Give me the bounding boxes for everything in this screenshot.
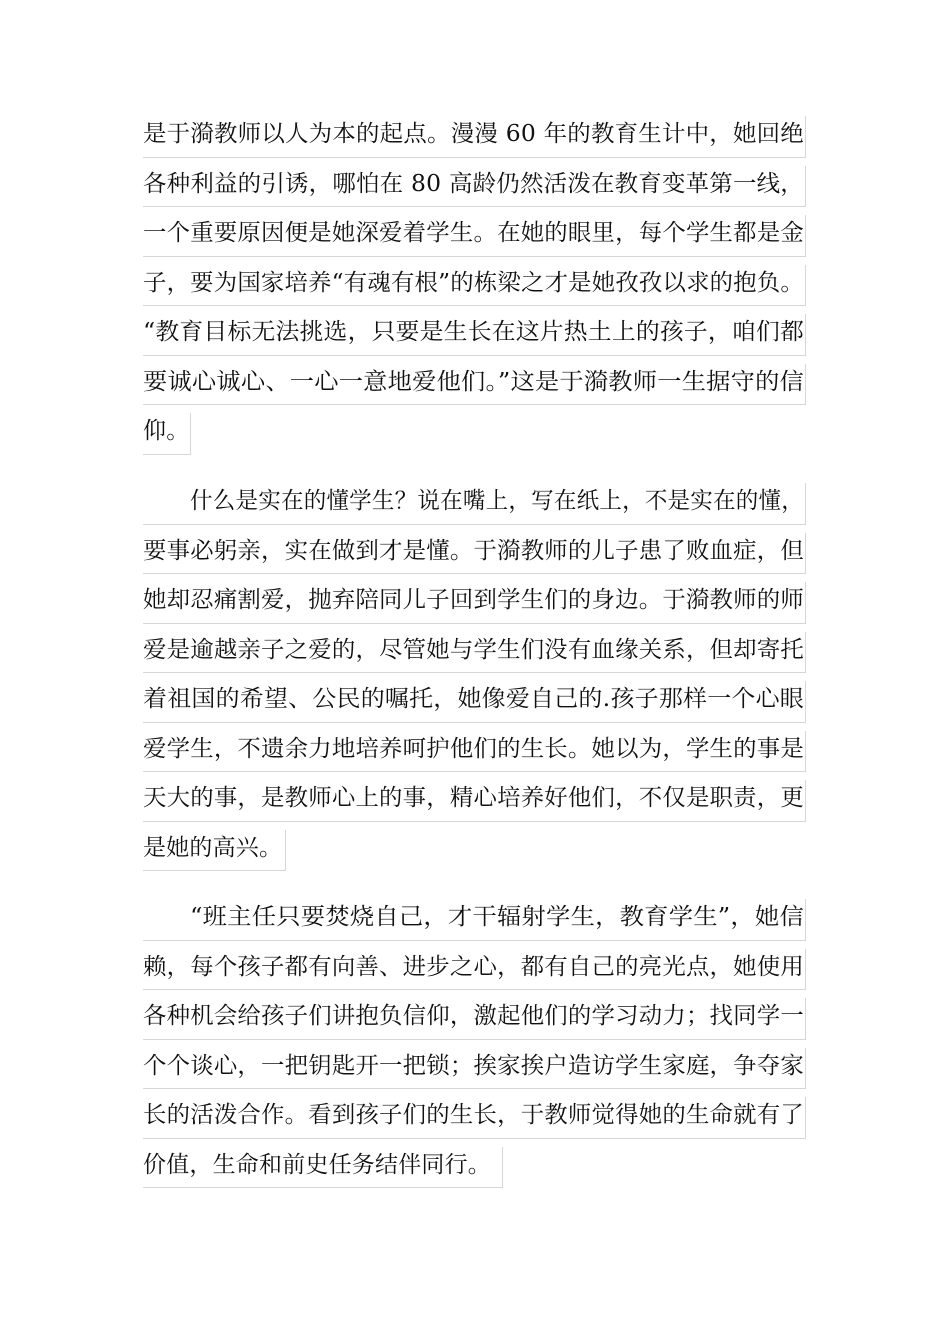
text-line: 什么是实在的懂学生？说在嘴上，写在纸上，不是实在的懂， bbox=[143, 477, 806, 527]
text-line: 各种机会给孩子们讲抱负信仰，激起他们的学习动力；找同学一 bbox=[143, 992, 806, 1042]
text-line: 要事必躬亲，实在做到才是懂。于漪教师的儿子患了败血症，但 bbox=[143, 527, 806, 577]
paragraph-1 bbox=[143, 110, 808, 457]
text-line: 爱是逾越亲子之爱的，尽管她与学生们没有血缘关系，但却寄托 bbox=[143, 626, 806, 676]
text-line: 各种利益的引诱，哪怕在 80 高龄仍然活泼在教育变革第一线， bbox=[143, 160, 806, 210]
text-line: 爱学生，不遗余力地培养呵护他们的生长。她以为，学生的事是 bbox=[143, 725, 806, 775]
text-line: 价值，生命和前史任务结伴同行。 bbox=[143, 1141, 503, 1191]
text-line: “教育目标无法挑选，只要是生长在这片热土上的孩子，咱们都 bbox=[143, 308, 806, 358]
text-line: 仰。 bbox=[143, 407, 191, 457]
text-line: 长的活泼合作。看到孩子们的生长，于教师觉得她的生命就有了 bbox=[143, 1091, 806, 1141]
paragraph-2 bbox=[143, 477, 808, 873]
text-line: 赖，每个孩子都有向善、进步之心，都有自己的亮光点，她使用 bbox=[143, 943, 806, 993]
text-line: 是她的高兴。 bbox=[143, 824, 286, 874]
text-line: 子，要为国家培养“有魂有根”的栋梁之才是她孜孜以求的抱负。 bbox=[143, 259, 806, 309]
text-line: “班主任只要焚烧自己，才干辐射学生，教育学生”，她信 bbox=[143, 893, 806, 943]
text-line: 着祖国的希望、公民的嘱托，她像爱自己的.孩子那样一个心眼 bbox=[143, 675, 806, 725]
text-line: 个个谈心，一把钥匙开一把锁；挨家挨户造访学生家庭，争夺家 bbox=[143, 1042, 806, 1092]
text-line: 一个重要原因便是她深爱着学生。在她的眼里，每个学生都是金 bbox=[143, 209, 806, 259]
text-line: 天大的事，是教师心上的事，精心培养好他们，不仅是职责，更 bbox=[143, 774, 806, 824]
text-line: 要诚心诚心、一心一意地爱他们。”这是于漪教师一生据守的信 bbox=[143, 358, 806, 408]
text-line: 是于漪教师以人为本的起点。漫漫 60 年的教育生计中，她回绝 bbox=[143, 110, 806, 160]
text-line: 她却忍痛割爱，抛弃陪同儿子回到学生们的身边。于漪教师的师 bbox=[143, 576, 806, 626]
paragraph-3 bbox=[143, 893, 808, 1190]
